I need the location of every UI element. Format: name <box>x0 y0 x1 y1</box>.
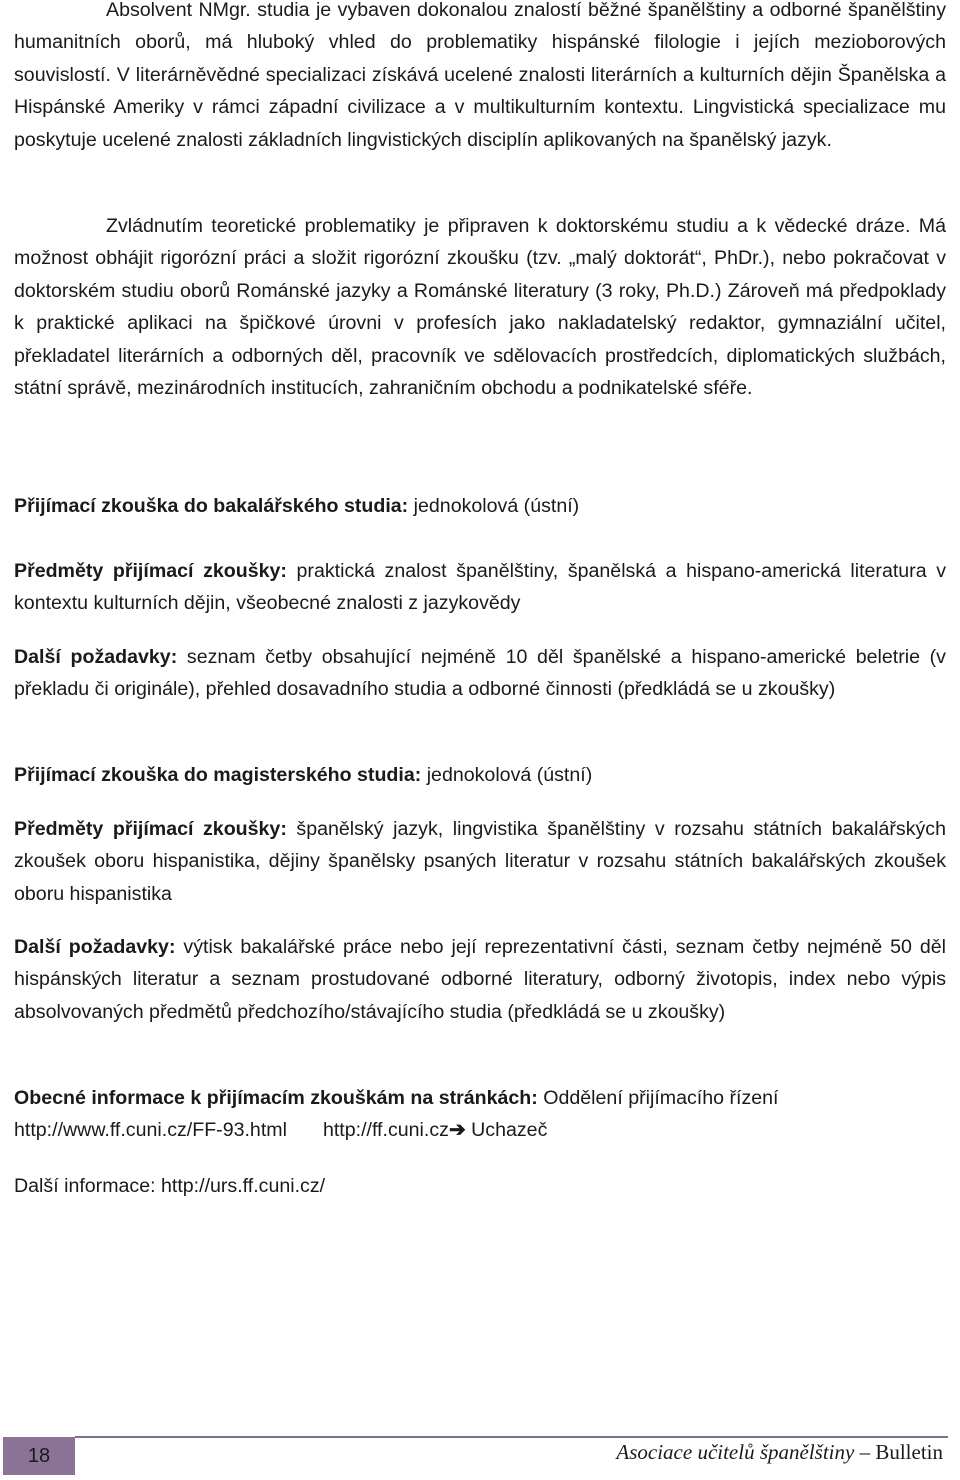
paragraph-general-info <box>14 1082 946 1147</box>
master-subjects-text: španělský jazyk, lingvistika španělštiny v rozsahu státních bakalářských zkoušek oboru hispanistika, dějiny španělsky psaných literatur v rozsahu státních bakalářských zkoušek oboru hispanistika <box>14 818 946 905</box>
bachelor-exam-label: Přijímací zkouška do bakalářského studia: <box>14 495 409 517</box>
master-requirements-label: Další požadavky: <box>14 936 176 958</box>
master-requirements-text: výtisk bakalářské práce nebo její reprezentativní části, seznam četby nejméně 50 děl hispánských literatur a seznam prostudované odborné literatury, odborný životopis, index nebo výpis absolvovaných předmětů předchozího/stávajícího studia (předkládá se u zkoušky) <box>14 936 946 1023</box>
publication-bulletin: Bulletin <box>875 1440 943 1464</box>
paragraph-bachelor-exam <box>14 490 946 522</box>
master-exam-label: Přijímací zkouška do magisterského studia: <box>14 764 422 786</box>
footer-publication <box>616 1438 943 1466</box>
page-number: 18 <box>3 1437 75 1475</box>
paragraph-master-exam <box>14 759 946 791</box>
paragraph-master-subjects <box>14 813 946 910</box>
bachelor-subjects-label: Předměty přijímací zkoušky: <box>14 560 287 582</box>
footer-separator: – <box>854 1440 876 1464</box>
master-exam-text: jednokolová (ústní) <box>421 764 593 786</box>
bachelor-subjects-text: praktická znalost španělštiny, španělská a hispano-americká literatura v kontextu kulturních dějin, všeobecné znalosti z jazykovědy <box>14 560 947 615</box>
paragraph-bachelor-requirements <box>14 641 946 706</box>
link-ff-home[interactable]: http://ff.cuni.cz <box>322 1119 449 1142</box>
link-target-label: Uchazeč <box>465 1119 548 1142</box>
link-ff-admissions[interactable]: http://www.ff.cuni.cz/FF-93.html <box>14 1119 287 1142</box>
bachelor-exam-text: jednokolová (ústní) <box>408 495 580 517</box>
paragraph-more-info: Další informace: http://urs.ff.cuni.cz/ <box>14 1175 326 1197</box>
paragraph-career-prospects: Zvládnutím teoretické problematiky je připraven k doktorskému studiu a k vědecké dráze. Má možnost obhájit rigorózní práci a složit rigorózní zkoušku (tzv. „malý doktorát“, PhDr.), nebo pokračovat v doktorském studiu oborů Románské jazyky a Románské literatury (3 roky, Ph.D.) Zároveň má předpoklady k praktické aplikaci na špičkové úrovni v profesích jako nakladatelský redaktor, gymnaziální učitel, překladatel literárních a odborných děl, pracovník ve sdělovacích prostředcích, diplomatických službách, státní správě, mezinárodních institucích, zahraničním obchodu a podnikatelské sféře. <box>14 215 946 400</box>
general-info-links <box>14 1114 946 1146</box>
general-info-label: Obecné informace k přijímacím zkouškám na stránkách: <box>14 1087 538 1109</box>
bachelor-requirements-label: Další požadavky: <box>14 646 178 668</box>
general-info-line <box>14 1082 946 1114</box>
general-info-text: Oddělení přijímacího řízení <box>537 1087 779 1109</box>
paragraph-bachelor-subjects <box>14 555 946 620</box>
paragraph-master-requirements <box>14 931 946 1028</box>
paragraph-graduate-profile: Absolvent NMgr. studia je vybaven dokonalou znalostí běžné španělštiny a odborné španělštiny humanitních oborů, má hluboký vhled do problematiky hispánské filologie i jejích mezioborových souvislostí. V literárněvědné specializaci získává ucelené znalosti literárních a kulturních dějin Španělska a Hispánské Ameriky v rámci západní civilizace a v multikulturním kontextu. Lingvistická specializace mu poskytuje ucelené znalosti základních lingvistických disciplín aplikovaných na španělský jazyk. <box>14 0 946 151</box>
master-subjects-label: Předměty přijímací zkoušky: <box>14 818 287 840</box>
publication-name: Asociace učitelů španělštiny <box>616 1440 855 1464</box>
arrow-right-icon: ➔ <box>448 1119 466 1142</box>
page-footer <box>0 1426 960 1480</box>
bachelor-requirements-text: seznam četby obsahující nejméně 10 děl španělské a hispano-americké beletrie (v překladu či originále), přehled dosavadního studia a odborné činnosti (předkládá se u zkoušky) <box>14 646 946 701</box>
